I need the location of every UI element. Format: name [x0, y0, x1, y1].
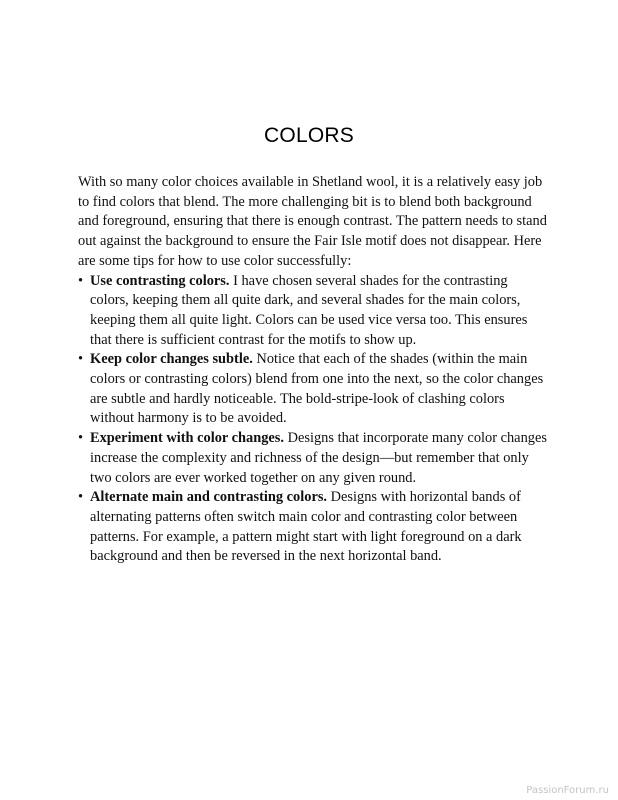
tip-text: Designs with horizontal bands of alternating patterns often switch main color and contrasting color between patterns. For example, a pattern might start with light foreground on a dark background and then be reversed in the next horizontal band.	[90, 489, 522, 565]
watermark: PassionForum.ru	[526, 785, 609, 796]
tip-heading: Use contrasting colors.	[90, 272, 230, 289]
bullet-icon: •	[78, 351, 84, 368]
tips-list	[78, 272, 548, 568]
tip-text: Designs that incorporate many color changes increase the complexity and richness of the design—but remember that only two colors are ever worked together on any given round.	[90, 430, 547, 486]
tip-heading: Keep color changes subtle.	[90, 351, 253, 368]
bullet-icon: •	[78, 272, 84, 289]
list-item	[78, 488, 548, 567]
tip-heading: Alternate main and contrasting colors.	[90, 489, 328, 506]
body-text	[78, 173, 548, 567]
page-title: COLORS	[264, 124, 354, 147]
list-item	[78, 350, 548, 429]
list-item	[78, 429, 548, 488]
tip-text: Notice that each of the shades (within the main colors or contrasting colors) blend from one into the next, so the color changes are subtle and hardly noticeable. The bold-stripe-look of clashing colors without harmony is to be avoided.	[90, 351, 544, 427]
bullet-icon: •	[78, 430, 84, 447]
list-item	[78, 272, 548, 351]
bullet-icon: •	[78, 489, 84, 506]
tip-text: I have chosen several shades for the contrasting colors, keeping them all quite dark, and several shades for the main colors, keeping them all quite light. Colors can be used vice versa too. This ensures that there is sufficient contrast for the motifs to show up.	[90, 272, 528, 348]
intro-paragraph: With so many color choices available in Shetland wool, it is a relatively easy job to find colors that blend. The more challenging bit is to blend both background and foreground, ensuring that there is enough contrast. The pattern needs to stand out against the background to ensure the Fair Isle motif does not disappear. Here are some tips for how to use color successfully:	[78, 174, 547, 269]
tip-heading: Experiment with color changes.	[90, 430, 284, 447]
